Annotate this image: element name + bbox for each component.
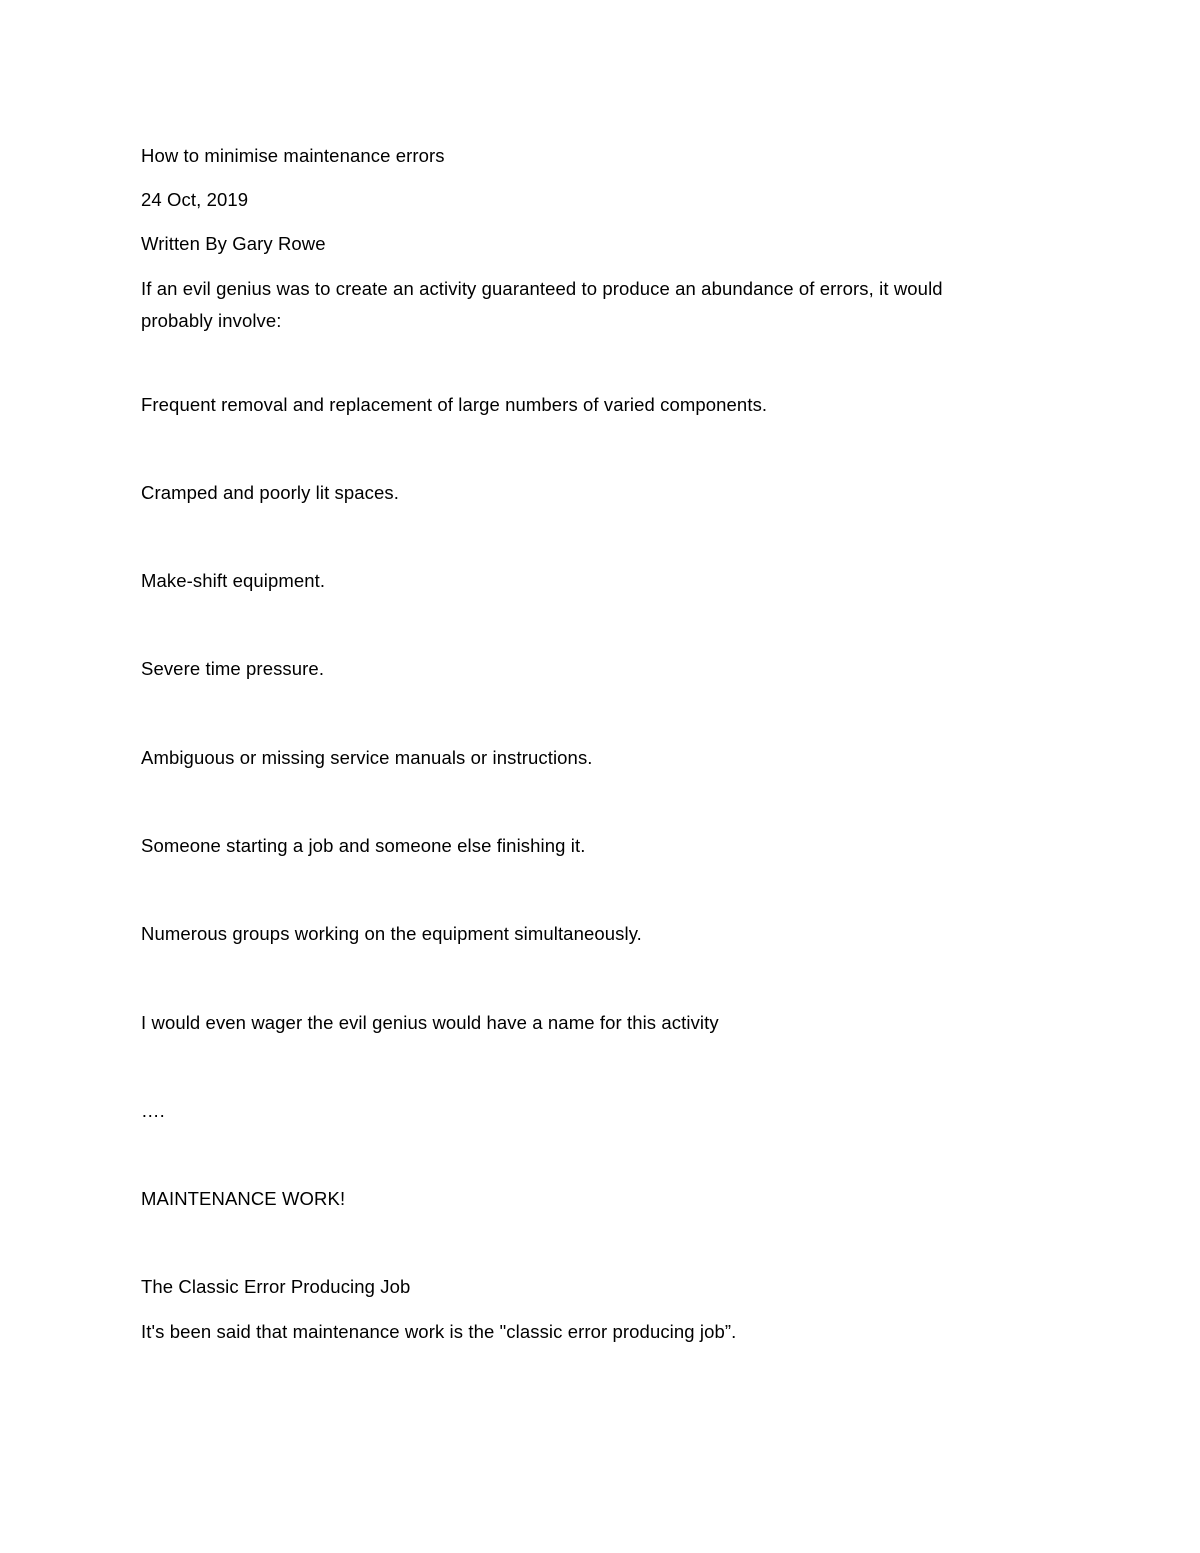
section-subheading: The Classic Error Producing Job — [141, 1276, 411, 1297]
document-date: 24 Oct, 2019 — [141, 189, 249, 210]
ellipsis-text: …. — [141, 1100, 165, 1121]
document-title: How to minimise maintenance errors — [141, 145, 445, 166]
closing-paragraph: It's been said that maintenance work is the "classic error producing job”. — [141, 1321, 737, 1342]
list-item: Someone starting a job and someone else finishing it. — [141, 835, 586, 856]
wager-paragraph: I would even wager the evil genius would have a name for this activity — [141, 1012, 719, 1033]
document-author: Written By Gary Rowe — [141, 233, 326, 254]
list-item: Make-shift equipment. — [141, 570, 326, 591]
list-item: Numerous groups working on the equipment simultaneously. — [141, 923, 642, 944]
list-item: Cramped and poorly lit spaces. — [141, 482, 400, 503]
list-item: Ambiguous or missing service manuals or instructions. — [141, 747, 593, 768]
list-item: Frequent removal and replacement of large numbers of varied components. — [141, 394, 768, 415]
answer-text: MAINTENANCE WORK! — [141, 1188, 346, 1209]
list-item: Severe time pressure. — [141, 658, 325, 679]
intro-paragraph: If an evil genius was to create an activity guaranteed to produce an abundance of errors, it would probably involve: — [141, 278, 943, 331]
